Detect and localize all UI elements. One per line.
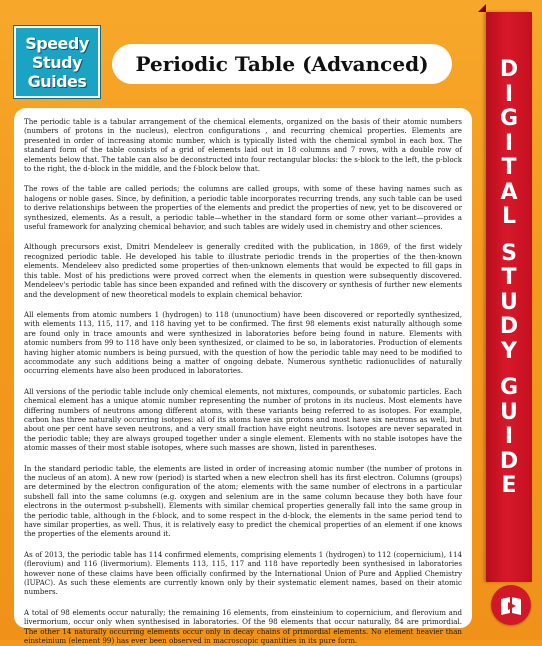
ribbon-letter: T [501, 265, 517, 290]
ribbon-letter: T [501, 155, 517, 180]
paragraph: In the standard periodic table, the elements are listed in order of increasing atomic number (the number of protons in the nucleus of an atom). A new row (period) is started when a new electron shell has its first electron. Columns (groups) are determined by the electron configuration of the atom; elements with the same number of electrons in a particular subshell fall into the same columns (e.g. oxygen and selenium are in the same column because they both have four electrons in the outermost p-subshell). Elements with similar chemical properties generally fall into the same group in the periodic table, although in the f-block, and to some respect in the d-block, the elements in the same period tend to have similar properties, as well. Thus, it is relatively easy to predict the chemical properties of an element if one knows the properties of the elements around it. [24, 463, 462, 539]
ribbon-letter: D [499, 314, 519, 339]
ribbon-letter: S [501, 240, 517, 266]
play-book-icon [491, 585, 531, 625]
ribbon-letter: D [499, 57, 519, 82]
logo-line: Guides [27, 71, 87, 91]
ribbon-letter: U [500, 399, 518, 425]
ribbon-letter: L [501, 204, 516, 229]
paragraph: The rows of the table are called periods; the columns are called groups, with some of these having names such as halogens or noble gases. Since, by definition, a periodic table incorporates recurring trends, any such table can be used to derive relationships between the properties of the elements and predict the properties of new, yet to be discovered or synthesized, elements. As a result, a periodic table—whether in the standard form or some other variant—provides a useful framework for analyzing chemical behavior, and such tables are widely used in chemistry and other sciences. [24, 184, 462, 232]
ribbon-letter: Y [501, 338, 517, 364]
ribbon-letter: G [499, 106, 519, 131]
ribbon-fold [478, 4, 486, 12]
speedy-study-guides-logo [14, 26, 100, 98]
digital-study-guide-ribbon [486, 12, 532, 582]
ribbon-word [500, 242, 518, 365]
ribbon-letter: E [501, 473, 517, 498]
ribbon-letter: G [499, 375, 519, 400]
ribbon-word [500, 376, 518, 499]
ribbon-letter: A [500, 179, 518, 205]
ribbon-letter: U [500, 289, 518, 315]
paragraph: All elements from atomic numbers 1 (hydrogen) to 118 (ununoctium) have been discovered or reportedly synthesized, with elements 113, 115, 117, and 118 having yet to be confirmed. The first 98 elements exist naturally although some are found only in trace amounts and were synthesized in laboratories before being found in nature. Elements with atomic numbers from 99 to 118 have only been synthesized, or claimed to be so, in laboratories. Production of elements having higher atomic numbers is being pursued, with the question of how the periodic table may need to be modified to accommodate any such additions being a matter of ongoing debate. Numerous synthetic radionuclides of naturally occurring elements have also been produced in laboratories. [24, 309, 462, 376]
ribbon-letter: I [504, 130, 514, 156]
ribbon-letter: D [499, 448, 519, 474]
paragraph: As of 2013, the periodic table has 114 confirmed elements, comprising elements 1 (hydrogen) to 112 (copernicium), 114 (flerovium) and 116 (livermorium). Elements 113, 115, 117 and 118 have reportedly been synthesised in laboratories however none of these claims have been officially confirmed by the International Union of Pure and Applied Chemistry (IUPAC). As such these elements are currently known only by their systematic element names, based on their atomic numbers. [24, 549, 462, 597]
ribbon-text [486, 58, 532, 578]
title-banner [112, 44, 452, 84]
ribbon-letter: I [504, 424, 514, 449]
header [0, 0, 482, 105]
paragraph: A total of 98 elements occur naturally; the remaining 16 elements, from einsteinium to copernicium, and flerovium and livermorium, occur only when synthesised in laboratories. Of the 98 elements that occur naturally, 84 are primordial. The other 14 naturally occurring elements occur only in decay chains of primordial elements. No element heavier than einsteinium (element 99) has ever been observed in macroscopic quantities in its pure form. [24, 607, 462, 646]
paragraph: The periodic table is a tabular arrangement of the chemical elements, organized on the basis of their atomic numbers (numbers of protons in the nucleus), electron configurations , and recurring chemical properties. Elements are presented in order of increasing atomic number, which is typically listed with the chemical symbol in each box. The standard form of the table consists of a grid of elements laid out in 18 columns and 7 rows, with a double row of elements below that. The table can also be deconstructed into four rectangular blocks: the s-block to the left, the p-block to the right, the d-block in the middle, and the f-block below that. [24, 117, 462, 174]
page-title: Periodic Table (Advanced) [135, 52, 429, 76]
text-panel [14, 108, 472, 646]
ribbon-word [500, 58, 518, 230]
logo-line: Study [32, 52, 82, 72]
logo-line: Speedy [25, 33, 89, 53]
paragraph: All versions of the periodic table include only chemical elements, not mixtures, compounds, or subatomic particles. Each chemical element has a unique atomic number representing the number of protons in its nucleus. Most elements have differing numbers of neutrons among different atoms, with these variants being referred to as isotopes. For example, carbon has three naturally occurring isotopes: all of its atoms have six protons and most have six neutrons as well, but about one per cent have seven neutrons, and a very small fraction have eight neutrons. Isotopes are never separated in the periodic table; they are always grouped together under a single element. Elements with no stable isotopes have the atomic masses of their most stable isotopes, where such masses are shown, listed in parentheses. [24, 386, 462, 453]
ribbon-letter: I [504, 81, 514, 107]
paragraph: Although precursors exist, Dmitri Mendeleev is generally credited with the publication, in 1869, of the first widely recognized periodic table. He developed his table to illustrate periodic trends in the properties of the then-known elements. Mendeleev also predicted some properties of then-unknown elements that would be expected to fill gaps in this table. Most of his predictions were proved correct when the elements in question were subsequently discovered. Mendeleev's periodic table has since been expanded and refined with the discovery or synthesis of further new elements and the development of new theoretical models to explain chemical behavior. [24, 242, 462, 299]
